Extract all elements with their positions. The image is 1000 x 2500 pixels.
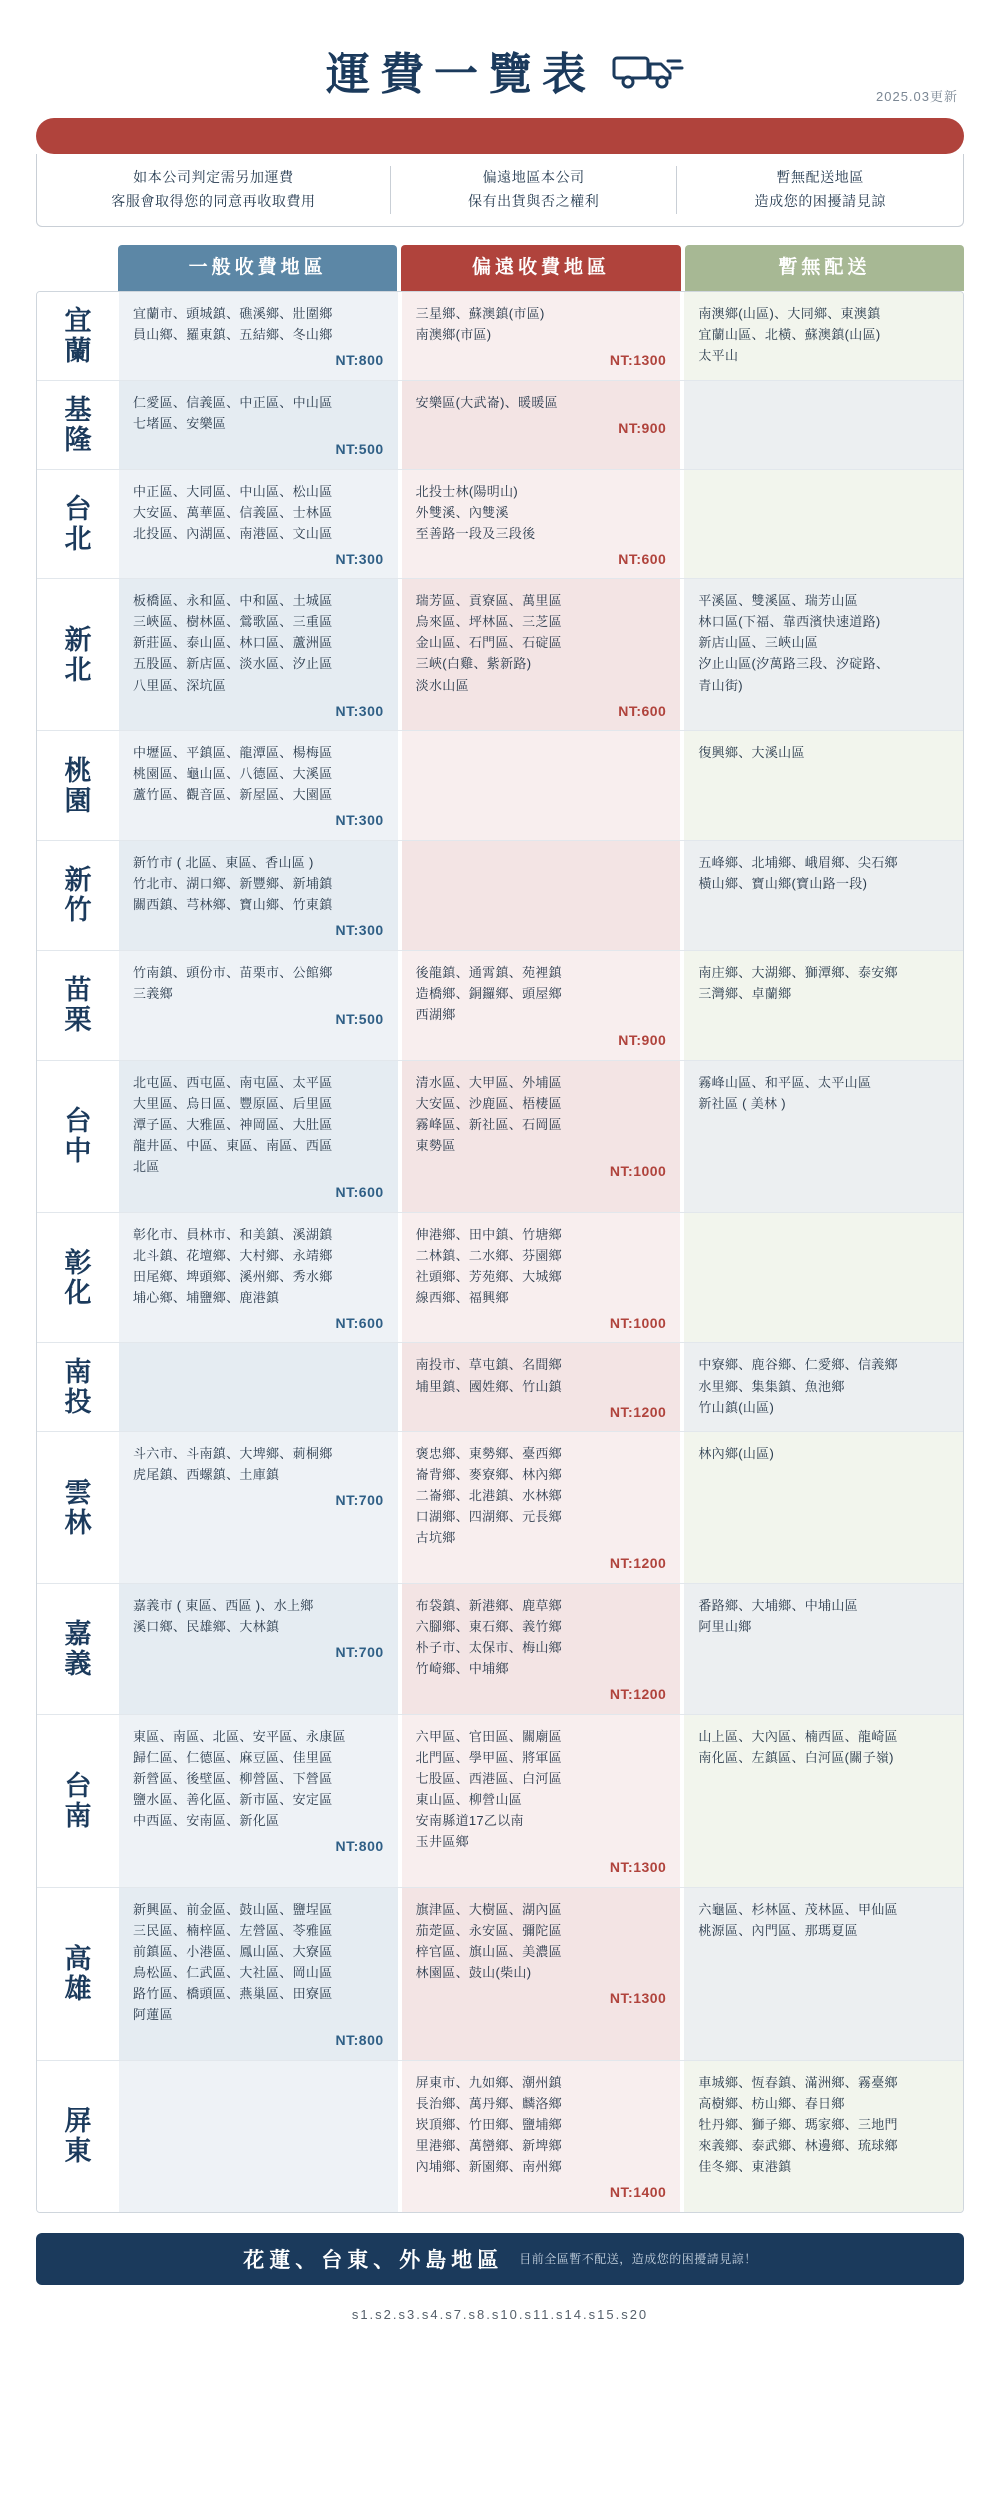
footer-sub-text: 目前全區暫不配送，造成您的困擾請見諒！: [519, 2252, 757, 2267]
normal-area-cell: [115, 1343, 398, 1431]
region-label: 新竹: [37, 841, 115, 950]
remote-area-cell: [398, 2061, 681, 2212]
region-label: 台中: [37, 1061, 115, 1212]
no-delivery-cell: [680, 1888, 963, 2060]
normal-area-price: NT:500: [335, 1010, 384, 1027]
remote-area-cell: [398, 1061, 681, 1212]
normal-area-cell-text: 北屯區、西屯區、南屯區、太平區 大里區、烏日區、豐原區、后里區 潭子區、大雅區、神岡區、大肚區 龍井區、中區、東區、南區、西區 北區: [133, 1074, 333, 1174]
notice-item-2: 暫無配送地區 造成您的困擾請見諒: [676, 166, 963, 214]
remote-area-cell: [398, 1584, 681, 1714]
page-title: 運費一覽表: [326, 50, 596, 99]
normal-area-cell-text: 東區、南區、北區、安平區、永康區 歸仁區、仁德區、麻豆區、佳里區 新營區、後壁區、柳營區、下營區 鹽水區、善化區、新市區、安定區 中西區、安南區、新化區: [133, 1728, 346, 1829]
no-delivery-cell-text: 復興鄉、大溪山區: [698, 745, 805, 761]
no-delivery-cell-text: 五峰鄉、北埔鄉、峨眉鄉、尖石鄉 橫山鄉、寶山鄉(寶山路一段): [698, 855, 898, 892]
normal-area-price: NT:800: [335, 352, 384, 369]
remote-area-cell: [398, 731, 681, 840]
table-row: [37, 1714, 963, 1887]
normal-area-cell: [115, 1584, 398, 1714]
remote-area-price: NT:1300: [609, 1859, 667, 1876]
remote-area-cell: [398, 1715, 681, 1887]
region-label: 基隆: [37, 381, 115, 469]
footer-main-text: 花蓮、台東、外島地區: [243, 2248, 504, 2272]
fee-table: [36, 291, 964, 2213]
remote-area-cell-text: 瑞芳區、貢寮區、萬里區 烏來區、坪林區、三芝區 金山區、石門區、石碇區 三峽(白雞、紫新路) 淡水山區: [415, 593, 562, 693]
column-header-none: 暫無配送: [685, 245, 964, 291]
normal-area-cell: [115, 731, 398, 840]
normal-area-cell: [115, 1432, 398, 1583]
remote-area-price: NT:1000: [609, 1162, 667, 1179]
no-delivery-cell-text: 車城鄉、恆春鎮、滿洲鄉、霧臺鄉 高樹鄉、枋山鄉、春日鄉 牡丹鄉、獅子鄉、瑪家鄉、三地門 來義鄉、泰武鄉、林邊鄉、琉球鄉 佳冬鄉、東港鎮: [698, 2074, 898, 2175]
column-header-region: [36, 245, 114, 291]
normal-area-cell-text: 仁愛區、信義區、中正區、中山區 七堵區、安樂區: [133, 394, 333, 431]
region-label: 新北: [37, 579, 115, 730]
no-delivery-cell: [680, 292, 963, 380]
no-delivery-cell: [680, 579, 963, 730]
region-label: 桃園: [37, 731, 115, 840]
table-row: [37, 2060, 963, 2212]
notice-row: [37, 154, 963, 226]
no-delivery-cell: [680, 1715, 963, 1887]
normal-area-cell: [115, 292, 398, 380]
column-header-normal: 一般收費地區: [118, 245, 397, 291]
remote-area-cell-text: 六甲區、官田區、關廟區 北門區、學甲區、將軍區 七股區、西港區、白河區 東山區、柳營山區 安南縣道17乙以南 玉井區鄉: [415, 1728, 562, 1850]
region-label: 台北: [37, 470, 115, 579]
table-row: [37, 1887, 963, 2060]
remote-area-cell-text: 南投市、草屯鎮、名間鄉 埔里鎮、國姓鄉、竹山鎮: [415, 1357, 562, 1394]
no-delivery-cell: [680, 731, 963, 840]
normal-area-cell: [115, 470, 398, 579]
no-delivery-cell: [680, 951, 963, 1060]
normal-area-price: NT:300: [335, 702, 384, 719]
remote-area-cell: [398, 841, 681, 950]
no-delivery-cell-text: 平溪區、雙溪區、瑞芳山區 林口區(下福、靠西濱快速道路) 新店山區、三峽山區 汐止山區(汐萬路三段、汐碇路、 青山街): [698, 593, 890, 693]
no-delivery-cell: [680, 470, 963, 579]
remote-area-price: NT:900: [618, 419, 667, 436]
normal-area-cell: [115, 1715, 398, 1887]
no-delivery-cell-text: 山上區、大內區、楠西區、龍崎區 南化區、左鎮區、白河區(關子嶺): [698, 1728, 898, 1766]
table-row: [37, 1583, 963, 1714]
remote-area-price: NT:900: [618, 1032, 667, 1049]
no-delivery-cell: [680, 1343, 963, 1431]
normal-area-cell-text: 宜蘭市、頭城鎮、礁溪鄉、壯圍鄉 員山鄉、羅東鎮、五結鄉、冬山鄉: [133, 306, 333, 343]
remote-area-cell: [398, 381, 681, 469]
no-delivery-cell: [680, 1432, 963, 1583]
normal-area-cell-text: 板橋區、永和區、中和區、土城區 三峽區、樹林區、鶯歌區、三重區 新莊區、泰山區、林口區、蘆洲區 五股區、新店區、淡水區、汐止區 八里區、深坑區: [133, 593, 333, 693]
remote-area-cell-text: 後龍鎮、通霄鎮、苑裡鎮 造橋鄉、銅鑼鄉、頭屋鄉 西湖鄉: [415, 964, 562, 1022]
remote-area-price: NT:1300: [609, 352, 667, 369]
no-delivery-cell-text: 霧峰山區、和平區、太平山區 新社區 ( 美林 ): [698, 1074, 872, 1111]
normal-area-cell: [115, 381, 398, 469]
normal-area-cell: [115, 2061, 398, 2212]
remote-area-cell-text: 安樂區(大武崙)、暖暖區: [415, 394, 558, 410]
region-label: 彰化: [37, 1213, 115, 1343]
no-delivery-cell-text: 南澳鄉(山區)、大同鄉、東澳鎮 宜蘭山區、北橫、蘇澳鎮(山區) 太平山: [698, 306, 881, 364]
update-date: 2025.03更新: [876, 89, 958, 104]
normal-area-cell-text: 竹南鎮、頭份市、苗栗市、公館鄉 三義鄉: [133, 964, 333, 1001]
table-row: [37, 1212, 963, 1343]
normal-area-cell-text: 新竹市 ( 北區、東區、香山區 ) 竹北市、湖口鄉、新豐鄉、新埔鎮 關西鎮、芎林鄉、寶山鄉、竹東鎮: [133, 855, 333, 913]
normal-area-cell: [115, 1888, 398, 2060]
no-delivery-cell: [680, 381, 963, 469]
region-label: 屏東: [37, 2061, 115, 2212]
remote-area-price: NT:1300: [609, 1990, 667, 2007]
remote-area-cell: [398, 579, 681, 730]
remote-area-cell: [398, 951, 681, 1060]
normal-area-cell-text: 中正區、大同區、中山區、松山區 大安區、萬華區、信義區、士林區 北投區、內湖區、南港區、文山區: [133, 483, 333, 541]
column-headers: [36, 245, 964, 291]
remote-area-cell: [398, 1888, 681, 2060]
remote-area-price: NT:1000: [609, 1314, 667, 1331]
table-row: [37, 292, 963, 380]
footer-bar: [36, 2233, 964, 2285]
table-row: [37, 730, 963, 840]
region-label: 高雄: [37, 1888, 115, 2060]
normal-area-price: NT:300: [335, 922, 384, 939]
no-delivery-cell: [680, 841, 963, 950]
region-label: 雲林: [37, 1432, 115, 1583]
normal-area-price: NT:700: [335, 1492, 384, 1509]
remote-area-price: NT:600: [618, 550, 667, 567]
table-row: [37, 380, 963, 469]
normal-area-price: NT:700: [335, 1644, 384, 1661]
table-row: [37, 1060, 963, 1212]
remote-area-cell: [398, 292, 681, 380]
normal-area-cell: [115, 951, 398, 1060]
table-row: [37, 469, 963, 579]
no-delivery-cell: [680, 2061, 963, 2212]
title-row: [0, 38, 1000, 102]
no-delivery-cell: [680, 1061, 963, 1212]
region-label: 嘉義: [37, 1584, 115, 1714]
remote-area-cell: [398, 1213, 681, 1343]
page-header: [0, 0, 1000, 150]
remote-area-cell: [398, 1343, 681, 1431]
no-delivery-cell-text: 林內鄉(山區): [698, 1446, 775, 1462]
delivery-truck-icon: [610, 48, 684, 92]
remote-area-cell-text: 褒忠鄉、東勢鄉、臺西鄉 崙背鄉、麥寮鄉、林內鄉 二崙鄉、北港鎮、水林鄉 口湖鄉、四湖鄉、元長鄉 古坑鄉: [415, 1446, 562, 1546]
no-delivery-cell-text: 番路鄉、大埔鄉、中埔山區 阿里山鄉: [698, 1598, 858, 1635]
table-row: [37, 950, 963, 1060]
table-row: [37, 1342, 963, 1431]
remote-area-cell: [398, 1432, 681, 1583]
normal-area-cell: [115, 841, 398, 950]
remote-area-cell-text: 屏東市、九如鄉、潮州鎮 長治鄉、萬丹鄉、麟洛鄉 崁頂鄉、竹田鄉、鹽埔鄉 里港鄉、萬巒鄉、新埤鄉 內埔鄉、新園鄉、南州鄉: [415, 2074, 562, 2175]
remote-area-cell-text: 伸港鄉、田中鎮、竹塘鄉 二林鎮、二水鄉、芬園鄉 社頭鄉、芳苑鄉、大城鄉 線西鄉、福興鄉: [415, 1226, 562, 1305]
normal-area-price: NT:800: [335, 2032, 384, 2049]
notice-box: [36, 154, 964, 227]
remote-area-price: NT:600: [618, 702, 667, 719]
region-label: 宜蘭: [37, 292, 115, 380]
remote-area-cell-text: 北投士林(陽明山) 外雙溪、內雙溪 至善路一段及三段後: [415, 483, 536, 541]
no-delivery-cell: [680, 1584, 963, 1714]
normal-area-cell-text: 新興區、前金區、鼓山區、鹽埕區 三民區、楠梓區、左營區、苓雅區 前鎮區、小港區、鳳山區、大寮區 鳥松區、仁武區、大社區、岡山區 路竹區、橋頭區、燕巢區、田寮區 阿蓮區: [133, 1901, 333, 2023]
normal-area-price: NT:600: [335, 1183, 384, 1200]
header-red-bar: [36, 118, 964, 154]
normal-area-cell-text: 嘉義市 ( 東區、西區 )、水上鄉 溪口鄉、民雄鄉、大林鎮: [133, 1598, 314, 1635]
no-delivery-cell: [680, 1213, 963, 1343]
notice-item-0: 如本公司判定需另加運費 客服會取得您的同意再收取費用: [111, 169, 316, 209]
table-row: [37, 1431, 963, 1583]
normal-area-cell-text: 斗六市、斗南鎮、大埤鄉、莿桐鄉 虎尾鎮、西螺鎮、土庫鎮: [133, 1446, 333, 1483]
normal-area-price: NT:600: [335, 1314, 384, 1331]
normal-area-cell: [115, 1213, 398, 1343]
remote-area-cell-text: 三星鄉、蘇澳鎮(市區) 南澳鄉(市區): [415, 306, 545, 343]
region-label: 台南: [37, 1715, 115, 1887]
footer-code: s1.s2.s3.s4.s7.s8.s10.s11.s14.s15.s20: [351, 2306, 649, 2322]
remote-area-cell: [398, 470, 681, 579]
no-delivery-cell-text: 六龜區、杉林區、茂林區、甲仙區 桃源區、內門區、那瑪夏區: [698, 1901, 898, 1938]
table-row: [37, 578, 963, 730]
remote-area-price: NT:1200: [609, 1555, 667, 1572]
remote-area-cell-text: 清水區、大甲區、外埔區 大安區、沙鹿區、梧棲區 霧峰區、新社區、石岡區 東勢區: [415, 1074, 562, 1153]
normal-area-price: NT:300: [335, 550, 384, 567]
remote-area-price: NT:1400: [609, 2184, 667, 2201]
column-header-remote: 偏遠收費地區: [401, 245, 680, 291]
normal-area-cell-text: 中壢區、平鎮區、龍潭區、楊梅區 桃園區、龜山區、八德區、大溪區 蘆竹區、觀音區、新屋區、大園區: [133, 745, 333, 803]
table-row: [37, 840, 963, 950]
normal-area-cell: [115, 579, 398, 730]
normal-area-price: NT:300: [335, 812, 384, 829]
notice-item-1: 偏遠地區本公司 保有出貨與否之權利: [390, 166, 677, 214]
region-label: 南投: [37, 1343, 115, 1431]
remote-area-price: NT:1200: [609, 1686, 667, 1703]
remote-area-price: NT:1200: [609, 1403, 667, 1420]
remote-area-cell-text: 旗津區、大樹區、湖內區 茄萣區、永安區、彌陀區 梓官區、旗山區、美濃區 林園區、鼓山(柴山): [415, 1901, 562, 1981]
no-delivery-cell-text: 中寮鄉、鹿谷鄉、仁愛鄉、信義鄉 水里鄉、集集鎮、魚池鄉 竹山鎮(山區): [698, 1357, 898, 1415]
normal-area-price: NT:500: [335, 440, 384, 457]
remote-area-cell-text: 布袋鎮、新港鄉、鹿草鄉 六腳鄉、東石鄉、義竹鄉 朴子市、太保市、梅山鄉 竹崎鄉、中埔鄉: [415, 1598, 562, 1677]
no-delivery-cell-text: 南庄鄉、大湖鄉、獅潭鄉、泰安鄉 三灣鄉、卓蘭鄉: [698, 964, 898, 1001]
region-label: 苗栗: [37, 951, 115, 1060]
normal-area-price: NT:800: [335, 1838, 384, 1855]
normal-area-cell-text: 彰化市、員林市、和美鎮、溪湖鎮 北斗鎮、花壇鄉、大村鄉、永靖鄉 田尾鄉、埤頭鄉、溪州鄉、秀水鄉 埔心鄉、埔鹽鄉、鹿港鎮: [133, 1226, 333, 1305]
normal-area-cell: [115, 1061, 398, 1212]
